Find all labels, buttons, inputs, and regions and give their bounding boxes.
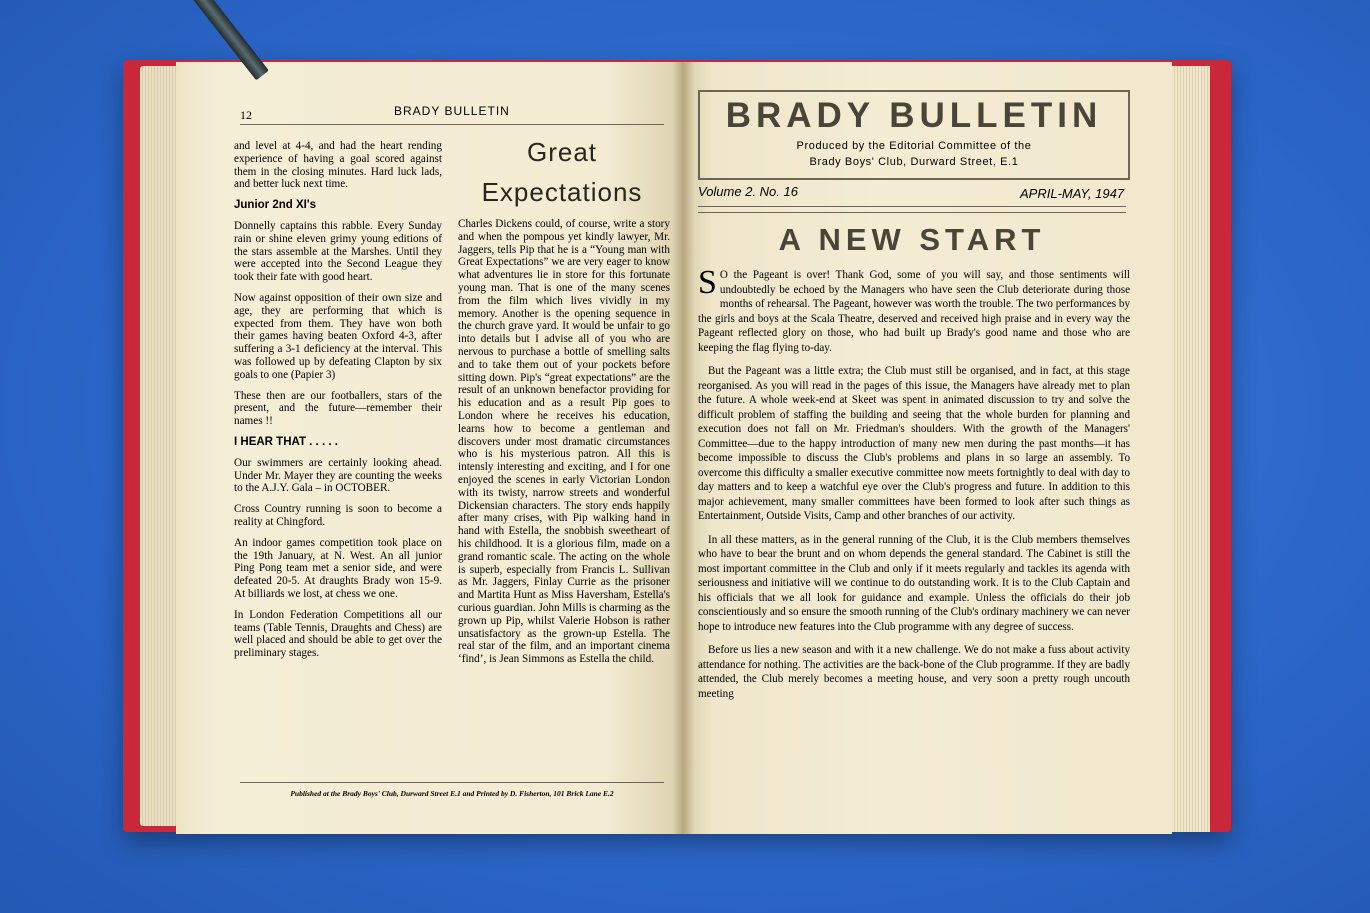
headline: A NEW START <box>778 222 1046 257</box>
divider <box>698 212 1126 213</box>
article-title-line-1: Great <box>526 137 598 167</box>
paragraph: But the Pageant was a little extra; the Club must still be organised, and in fact, at this stage reorganised. As you will read in the pages of this issue, the Managers have already met to plan the future. A whole week-end at Skeet was spent in animated discussion to try and solve the difficult problem of staffing the building and seeing that the whole burden for planning and execution does not fall on Mr. Friedman's shoulders. With the growth of the Managers' Committee—due to the happy introduction of many new men during the past months—it has become impossible to discuss the Club's problems and plans in so large an assembly. To overcome this difficulty a smaller executive committee now meets fortnightly to deal with day to day matters and to keep a watchful eye over the Club's progress and future. In addition to this major achievement, many smaller committees have been formed to look after such things as Entertainment, Outside Visits, Camp and other branches of our activity. <box>698 365 1130 522</box>
paragraph: An indoor games competition took place on the 19th January, at N. West. An all junior Ping Pong team met a senior side, and were defeated 20-5. At draughts Brady won 15-9. At billiards we lost, at chess we one. <box>234 536 442 600</box>
issue-date: APRIL-MAY, 1947 <box>1020 186 1125 201</box>
left-running-header <box>240 104 664 125</box>
paragraph <box>698 264 1130 355</box>
section-heading: I HEAR THAT . . . . . <box>234 435 338 448</box>
volume-number: Volume 2. No. 16 <box>698 184 798 199</box>
left-column <box>234 140 442 668</box>
paragraph-text: O the Pageant is over! Thank God, some of you will say, and those sentiments will undoubtedly be echoed by the Managers who have seen the Club deteriorate during those months of rehearsal. The Pageant, however was worth the trouble. The two performances by the girls and boys at the Scala Theatre, deserved and received high praise and in every way the Pageant reflected glory on those, who had built up Brady's good name and those who are keeping the flag flying to-day. <box>698 269 1130 354</box>
paragraph: Donnelly captains this rabble. Every Sunday rain or shine eleven grimy young editions of the stars assemble at the Marshes. Until they were accepted into the Second League they took their fate with good heart. <box>234 219 442 284</box>
running-head-title: BRADY BULLETIN <box>394 104 510 118</box>
editorial-body <box>698 264 1130 710</box>
masthead-subtitle-1: Produced by the Editorial Committee of the <box>796 140 1032 152</box>
paragraph: In all these matters, as in the general running of the Club, it is the Club members themselves who have to bear the brunt and on whom depends the general standard. The Cabinet is still the most important committee in the Club and only if it meets regularly and tackles its agenda with seriousness and initiative will we continue to do outstanding work. It is to the Club Captain and his officials that we all look for guidance and example. Unless the officials do their job conscientiously and so ensure the smooth running of the Club's ordinary machinery we can never hope to introduce new features into the Club programme with any degree of success. <box>698 533 1130 633</box>
review-paragraph: Charles Dickens could, of course, write a story and when the pompous yet kindly lawyer, Mr. Jaggers, tells Pip that he is a “Young man with Great Expectations” we are very eager to know what adventures lie in store for this fortunate young man. That is one of the many scenes from the film which lives vividly in my memory. Another is the opening sequence in the church grave yard. It would be unfair to go into details but I advise all of you who are nervous to purchase a bottle of smelling salts and to take them out of your pockets before sitting down. Pip's “great expectations” are the result of an unknown benefactor providing for his education and as a result Pip goes to London where he receives his education, learns how to become a gentleman and discovers under most dramatic circumstances who is his mysterious patron. All this is intensly interesting and exciting, and I for one enjoyed the scenes in early Victorian London with its twisty, narrow streets and wonderful Dickensian characters. The story ends happily after many crises, with Pip walking hand in hand with Estella, the snobbish sweetheart of his childhood. It is a glorious film, made on a grand romantic scale. The acting on the whole is superb, especially from Francis L. Sullivan as Mr. Jaggers, Finlay Currie as the prisoner and Martita Hunt as Miss Haversham, Estella's curious guardian. John Mills is charming as the grown up Pip, whilst Valerie Hobson is rather unsatisfactory as the grown-up Estella. The real star of the film, and an important cinema ‘find’, is Jean Simmons as Estella the child. <box>458 218 670 666</box>
page-number: 12 <box>240 108 252 122</box>
paragraph: These then are our footballers, stars of the present, and the future—remember their names !! <box>234 389 442 428</box>
drop-cap: S <box>698 264 717 301</box>
page-edges-left <box>140 66 180 826</box>
imprint-footer: Published at the Brady Boys' Club, Durward Street E.1 and Printed by D. Fisherton, 101 Brick Lane E.2 <box>240 782 664 798</box>
article-title <box>462 132 662 212</box>
book-gutter <box>672 62 694 834</box>
paragraph: and level at 4-4, and had the heart rending experience of having a goal scored against them in the closing minutes. Hard luck lads, and better luck next time. <box>234 140 442 191</box>
paragraph: In London Federation Competitions all our teams (Table Tennis, Draughts and Chess) are well placed and should be able to get over the preliminary stages. <box>234 608 442 660</box>
masthead-subtitle-2: Brady Boys' Club, Durward Street, E.1 <box>809 156 1019 168</box>
paragraph: Now against opposition of their own size and age, they are performing that which is expected from them. They have won both their games having beaten Oxford 4-3, after suffering a 3-1 deficiency at the interval. This was followed up by defeating Clapton by six goals to one (Papier 3) <box>234 291 442 381</box>
masthead-title: BRADY BULLETIN <box>725 96 1103 135</box>
paragraph: Our swimmers are certainly looking ahead. Under Mr. Mayer they are counting the weeks to the A.J.Y. Gala – in OCTOBER. <box>234 456 442 495</box>
right-column <box>458 218 670 674</box>
paragraph: Before us lies a new season and with it a new challenge. We do not make a fuss about activity attendance for nothing. The activities are the back-bone of the Club programme. If they are badly attended, the Club merely becomes a meeting house, and very soon a pretty rough uncouth meeting <box>698 644 1130 700</box>
article-title-line-2: Expectations <box>481 177 643 207</box>
masthead <box>698 90 1130 180</box>
section-heading: Junior 2nd XI's <box>234 199 316 212</box>
divider <box>698 206 1126 207</box>
paragraph: Cross Country running is soon to become a reality at Chingford. <box>234 503 442 528</box>
